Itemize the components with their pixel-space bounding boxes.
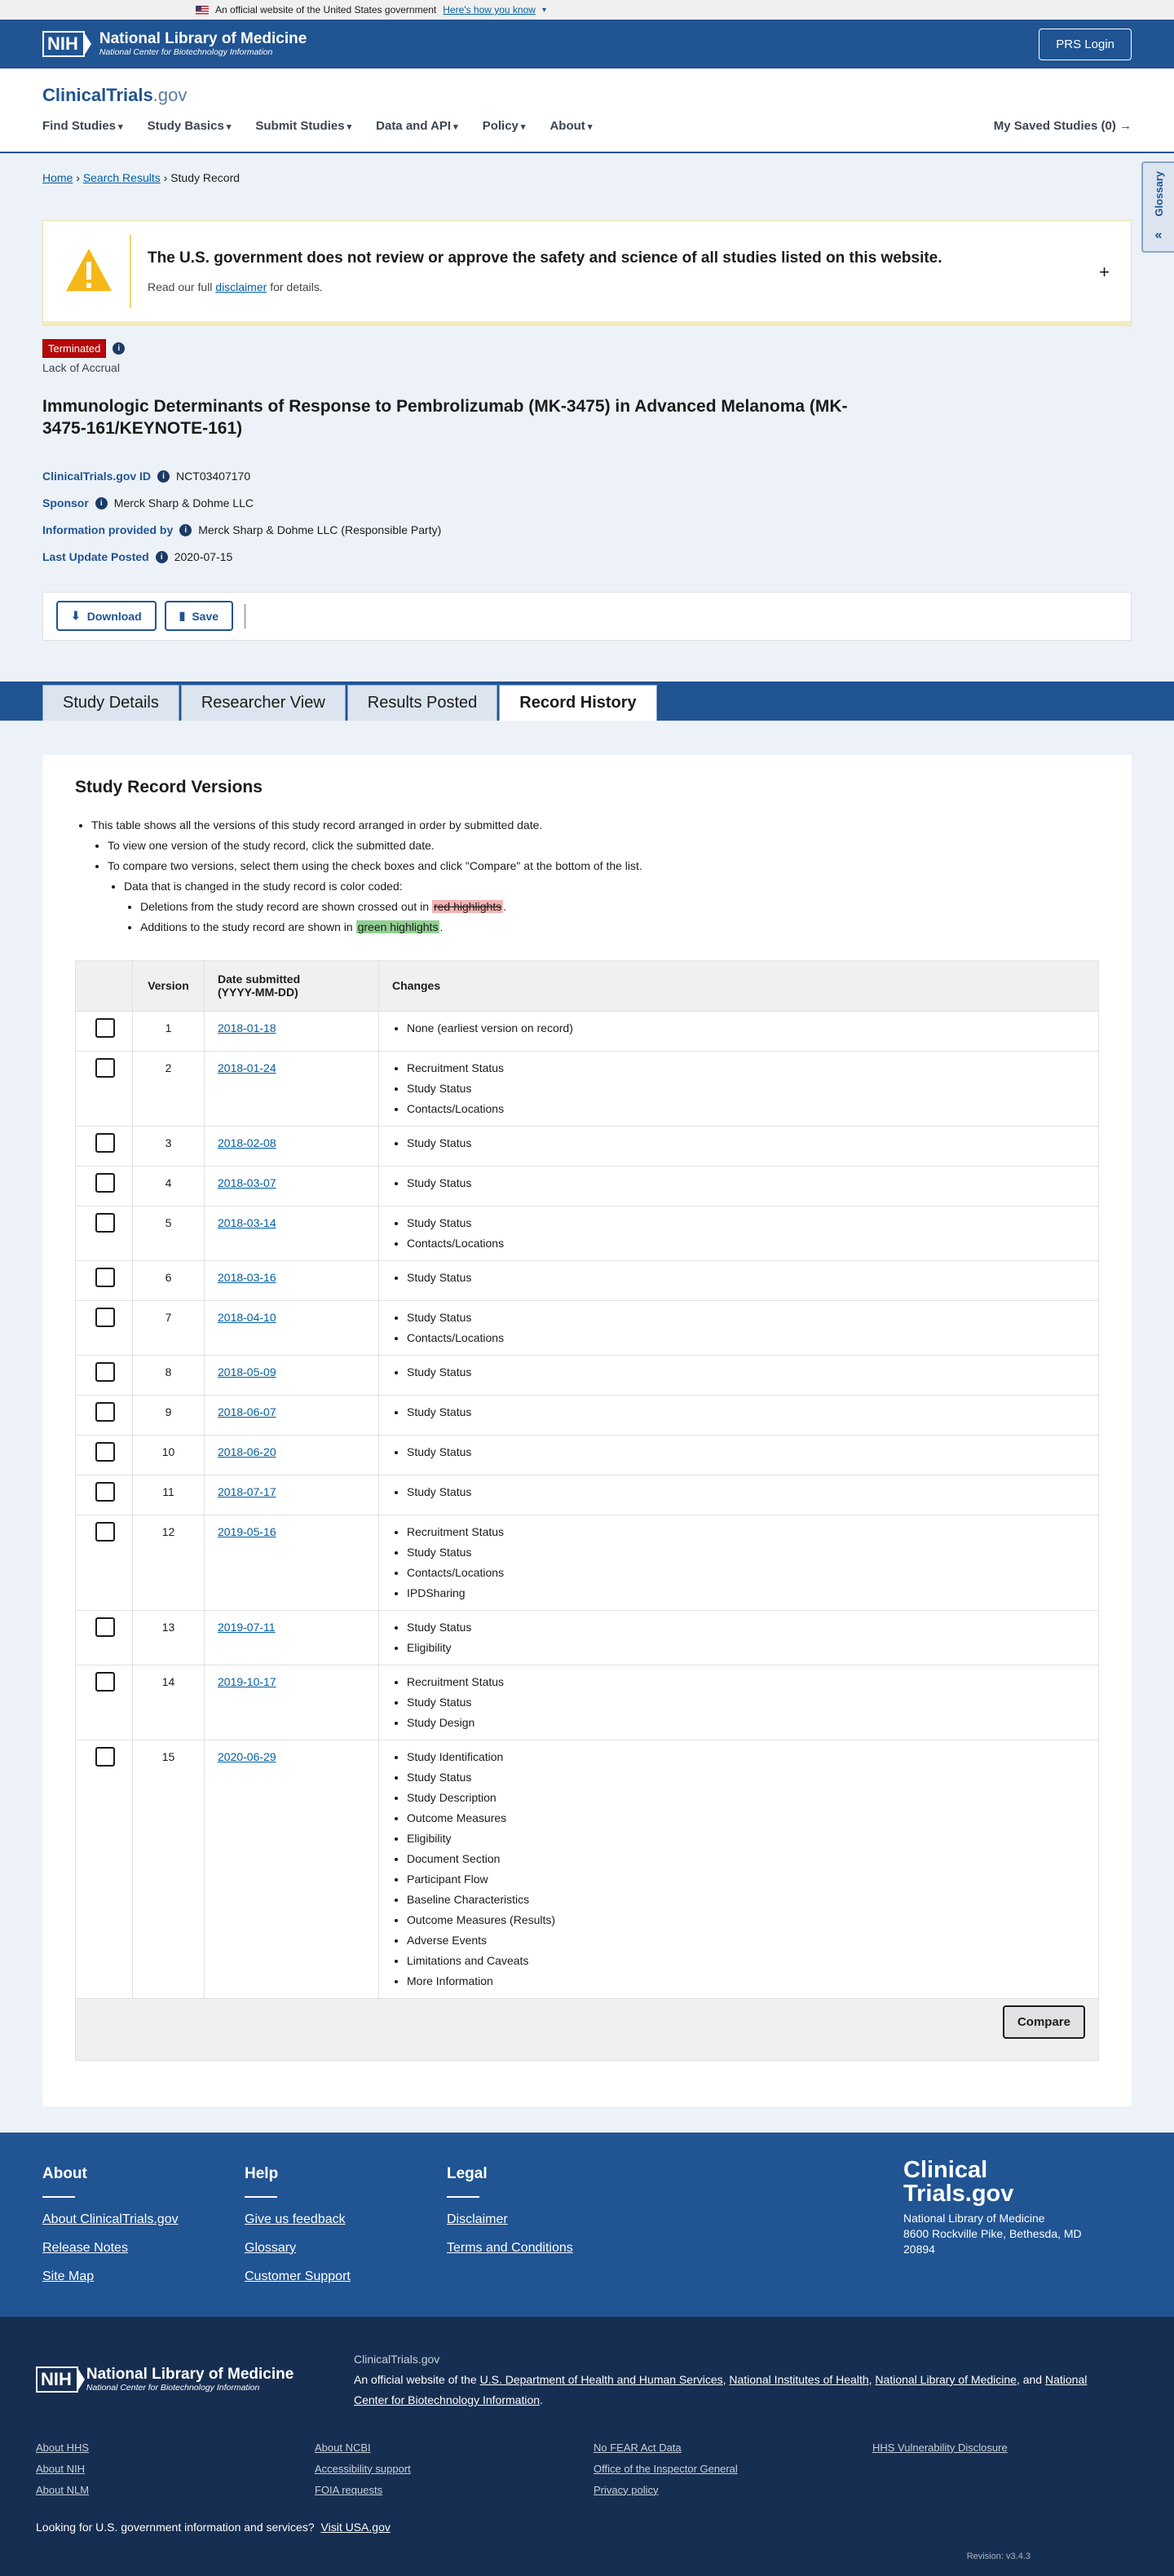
version-date-cell xyxy=(205,1300,379,1355)
save-label: Save xyxy=(192,609,219,623)
sponsor-label: Sponsor xyxy=(42,496,89,510)
save-button[interactable] xyxy=(165,601,233,631)
footer-rule xyxy=(42,2196,75,2198)
footer-bottom-link[interactable]: About NIH xyxy=(36,2462,85,2475)
version-row xyxy=(76,1355,1099,1395)
version-date-cell xyxy=(205,1610,379,1665)
col-date-line2: (YYYY-MM-DD) xyxy=(218,986,298,999)
version-checkbox[interactable] xyxy=(95,1522,115,1542)
version-number: 9 xyxy=(133,1395,205,1435)
menu-policy[interactable]: Policy ▾ xyxy=(483,119,526,133)
footer-brand xyxy=(903,2156,1082,2257)
version-checkbox-cell xyxy=(76,1300,133,1355)
menu-submit-studies[interactable]: Submit Studies ▾ xyxy=(255,119,351,133)
change-item: • Eligibility xyxy=(407,1828,1085,1849)
provided-by-value: Merck Sharp & Dohme LLC (Responsible Party) xyxy=(198,523,442,537)
instruction-item: • Additions to the study record are shown in green highlights . xyxy=(140,917,1099,937)
version-changes-cell xyxy=(379,1395,1099,1435)
change-item: • Study Status xyxy=(407,1308,1085,1328)
menu-study-basics[interactable]: Study Basics ▾ xyxy=(148,119,232,133)
version-date-cell xyxy=(205,1011,379,1051)
version-date-link[interactable]: 2018-01-18 xyxy=(218,1021,276,1034)
version-date-cell xyxy=(205,1515,379,1610)
glossary-tab-label: Glossary xyxy=(1152,171,1165,217)
versions-table xyxy=(75,960,1099,2061)
version-date-cell xyxy=(205,1355,379,1395)
arrow-right-icon: → xyxy=(1119,119,1132,133)
site-logo-main: ClinicalTrials xyxy=(42,85,153,105)
footer-about xyxy=(42,2165,245,2317)
change-item: • Study Status xyxy=(407,1617,1085,1638)
version-date-cell xyxy=(205,1260,379,1300)
disclaimer-link[interactable]: disclaimer xyxy=(215,280,267,293)
versions-body xyxy=(76,1011,1099,1998)
official-pre: An official website of the xyxy=(354,2372,477,2386)
info-icon[interactable]: i xyxy=(156,551,168,563)
footer-site-name: ClinicalTrials.gov xyxy=(354,2352,440,2366)
change-item: • Study Status xyxy=(407,1173,1085,1193)
change-item: • IPDSharing xyxy=(407,1583,1085,1603)
footer-legal xyxy=(447,2165,649,2317)
change-item: • Outcome Measures xyxy=(407,1808,1085,1828)
footer-link[interactable]: Site Map xyxy=(42,2269,95,2283)
version-date-link[interactable]: 2018-02-08 xyxy=(218,1136,276,1149)
ncbi-subtitle: National Center for Biotechnology Information xyxy=(99,46,273,57)
version-date-link[interactable]: 2018-01-24 xyxy=(218,1061,276,1074)
footer-link[interactable]: Disclaimer xyxy=(447,2212,508,2226)
versions-instructions xyxy=(75,815,1099,937)
version-date-link[interactable]: 2018-03-14 xyxy=(218,1215,276,1229)
disclaimer-pre: Read our full xyxy=(148,280,213,293)
footer-logo-line1: Clinical xyxy=(903,2156,988,2183)
version-checkbox[interactable] xyxy=(95,1747,115,1767)
version-checkbox-cell xyxy=(76,1166,133,1206)
version-changes-cell xyxy=(379,1206,1099,1260)
nlm-logo[interactable] xyxy=(42,31,307,57)
version-checkbox-cell xyxy=(76,1435,133,1475)
version-checkbox[interactable] xyxy=(95,1308,115,1327)
version-number: 12 xyxy=(133,1515,205,1610)
version-checkbox[interactable] xyxy=(95,1268,115,1287)
study-title: Immunologic Determinants of Response to Pembrolizumab (MK-3475) in Advanced Melanoma (MK-3475-161/KEYNOTE-161) xyxy=(42,397,848,439)
version-changes-cell xyxy=(379,1011,1099,1051)
version-number: 10 xyxy=(133,1435,205,1475)
version-date-link[interactable]: 2018-05-09 xyxy=(218,1365,276,1378)
versions-heading: Study Record Versions xyxy=(75,777,263,796)
compare-row xyxy=(76,1998,1099,2060)
status-row xyxy=(42,339,1132,358)
additions-text: Additions to the study record are shown in xyxy=(140,920,353,933)
change-item: • Recruitment Status xyxy=(407,1058,1085,1078)
warning-icon xyxy=(64,247,113,296)
footer-bottom-link[interactable]: HHS Vulnerability Disclosure xyxy=(872,2441,1008,2454)
footer-bottom-link[interactable]: No FEAR Act Data xyxy=(594,2441,682,2454)
version-date-link[interactable]: 2018-07-17 xyxy=(218,1484,276,1498)
version-checkbox-cell xyxy=(76,1355,133,1395)
version-number: 7 xyxy=(133,1300,205,1355)
version-date-cell xyxy=(205,1166,379,1206)
version-checkbox-cell xyxy=(76,1011,133,1051)
version-row xyxy=(76,1475,1099,1515)
col-date-line1: Date submitted xyxy=(218,973,301,986)
disclaimer-alert xyxy=(42,220,1132,326)
version-number: 6 xyxy=(133,1260,205,1300)
change-item: • Study Status xyxy=(407,1692,1085,1713)
heres-how-you-know-link[interactable]: Here's how you know xyxy=(443,4,536,15)
footer-nlm-logo[interactable] xyxy=(36,2349,321,2411)
change-item: • Limitations and Caveats xyxy=(407,1951,1085,1971)
version-row xyxy=(76,1051,1099,1126)
version-checkbox[interactable] xyxy=(95,1617,115,1637)
version-checkbox[interactable] xyxy=(95,1362,115,1382)
double-chevron-left-icon: « xyxy=(1154,228,1163,242)
version-changes-cell xyxy=(379,1051,1099,1126)
change-item: • Eligibility xyxy=(407,1638,1085,1658)
change-item: • Study Status xyxy=(407,1078,1085,1099)
version-changes-cell xyxy=(379,1300,1099,1355)
red-highlight-sample: red highlights xyxy=(433,899,502,913)
footer-bottom-link[interactable]: Accessibility support xyxy=(315,2462,411,2475)
version-row xyxy=(76,1435,1099,1475)
status-reason: Lack of Accrual xyxy=(42,361,120,374)
gov-banner xyxy=(0,0,1174,20)
footer-legal-links xyxy=(36,2441,1138,2496)
nct-id-label: ClinicalTrials.gov ID xyxy=(42,470,152,483)
footer-rule xyxy=(447,2196,479,2198)
chevron-down-icon: ▾ xyxy=(541,5,546,15)
info-icon[interactable]: i xyxy=(95,497,108,509)
version-checkbox[interactable] xyxy=(95,1402,115,1422)
footer-bottom-link[interactable]: About NLM xyxy=(36,2483,90,2496)
tab-researcher-view[interactable]: Researcher View xyxy=(181,685,346,721)
address-line: 8600 Rockville Pike, Bethesda, MD xyxy=(903,2226,1082,2240)
version-row xyxy=(76,1665,1099,1740)
version-changes-cell xyxy=(379,1665,1099,1740)
nih-logo-mark: NIH xyxy=(42,31,85,57)
change-item: • Recruitment Status xyxy=(407,1522,1085,1542)
disclaimer-text xyxy=(148,280,942,293)
col-changes: Changes xyxy=(379,960,1099,1011)
version-checkbox[interactable] xyxy=(95,1482,115,1502)
site-logo[interactable] xyxy=(42,85,187,106)
change-item: • Contacts/Locations xyxy=(407,1563,1085,1583)
version-checkbox-cell xyxy=(76,1665,133,1740)
col-version: Version xyxy=(133,960,205,1011)
download-button[interactable] xyxy=(56,601,157,631)
version-number: 13 xyxy=(133,1610,205,1665)
version-date-link[interactable]: 2019-05-16 xyxy=(218,1524,276,1538)
version-changes-cell xyxy=(379,1355,1099,1395)
bookmark-icon: ▮ xyxy=(179,609,186,623)
footer-help-heading: Help xyxy=(245,2164,279,2182)
study-actions xyxy=(42,592,1132,641)
change-item: • None (earliest version on record) xyxy=(407,1018,1085,1039)
version-number: 8 xyxy=(133,1355,205,1395)
info-icon[interactable]: i xyxy=(157,470,170,483)
change-item: • Baseline Characteristics xyxy=(407,1890,1085,1910)
version-date-cell xyxy=(205,1740,379,1998)
version-changes-cell xyxy=(379,1515,1099,1610)
version-changes-cell xyxy=(379,1475,1099,1515)
version-date-cell xyxy=(205,1126,379,1166)
change-item: • Study Status xyxy=(407,1542,1085,1563)
instruction-item: • Deletions from the study record are shown crossed out in red highlights . xyxy=(140,897,1099,917)
version-changes-cell xyxy=(379,1435,1099,1475)
footer-link[interactable]: About ClinicalTrials.gov xyxy=(42,2212,179,2226)
version-row xyxy=(76,1300,1099,1355)
change-item: • Study Status xyxy=(407,1268,1085,1288)
version-checkbox-cell xyxy=(76,1475,133,1515)
disclaimer-heading: The U.S. government does not review or approve the safety and science of all studies listed on this website. xyxy=(148,249,942,267)
breadcrumb-search-results[interactable]: Search Results xyxy=(82,171,161,184)
deletions-text: Deletions from the study record are shown crossed out in xyxy=(140,899,430,913)
study-tabs xyxy=(0,681,1174,721)
saved-studies-label: My Saved Studies (0) xyxy=(993,119,1116,133)
nlm-link[interactable]: National Library of Medicine xyxy=(875,2372,1017,2386)
change-item: • Study Identification xyxy=(407,1747,1085,1767)
version-row xyxy=(76,1206,1099,1260)
version-date-link[interactable]: 2018-04-10 xyxy=(218,1310,276,1324)
version-number: 15 xyxy=(133,1740,205,1998)
version-checkbox[interactable] xyxy=(95,1672,115,1692)
version-date-cell xyxy=(205,1475,379,1515)
tab-study-details[interactable]: Study Details xyxy=(42,685,179,721)
change-item: • Study Status xyxy=(407,1133,1085,1153)
footer-logo[interactable] xyxy=(903,2156,1082,2207)
version-changes-cell xyxy=(379,1610,1099,1665)
version-row xyxy=(76,1515,1099,1610)
hhs-link[interactable]: U.S. Department of Health and Human Services xyxy=(479,2372,723,2386)
version-row xyxy=(76,1126,1099,1166)
usa-gov-line xyxy=(36,2521,1138,2534)
version-number: 4 xyxy=(133,1166,205,1206)
version-changes-cell xyxy=(379,1740,1099,1998)
version-row xyxy=(76,1166,1099,1206)
footer-bottom-link[interactable]: Office of the Inspector General xyxy=(594,2462,738,2475)
us-flag-icon xyxy=(196,6,209,15)
change-item: • Participant Flow xyxy=(407,1869,1085,1890)
last-update-label: Last Update Posted xyxy=(42,550,149,564)
version-number: 14 xyxy=(133,1665,205,1740)
prs-login-button[interactable]: PRS Login xyxy=(1039,29,1132,60)
version-number: 1 xyxy=(133,1011,205,1051)
provided-by-label: Information provided by xyxy=(42,523,174,537)
nlm-footer xyxy=(0,2317,1174,2576)
version-date-cell xyxy=(205,1665,379,1740)
main-menu xyxy=(42,119,592,133)
download-icon: ⬇ xyxy=(71,609,81,623)
version-date-link[interactable]: 2018-06-07 xyxy=(218,1405,276,1418)
usa-gov-link[interactable]: Visit USA.gov xyxy=(320,2520,391,2534)
version-date-link[interactable]: 2019-07-11 xyxy=(218,1620,276,1634)
version-changes-cell xyxy=(379,1166,1099,1206)
instruction-item: • This table shows all the versions of this study record arranged in order by submitted date. xyxy=(91,815,1099,836)
ncbi-subtitle: National Center for Biotechnology Information xyxy=(86,2382,260,2393)
nlm-title: National Library of Medicine xyxy=(86,2365,294,2383)
info-icon[interactable]: i xyxy=(179,524,192,536)
change-item: • Document Section xyxy=(407,1849,1085,1869)
official-website-text: ClinicalTrials.gov An official website of the U.S. Department of Health and Human Services, National Institutes of Health, National Library of Medicine, and National Center for Biotechnology Information. xyxy=(354,2349,1096,2411)
version-checkbox-cell xyxy=(76,1395,133,1435)
alert-divider xyxy=(130,235,131,308)
usa-pre: Looking for U.S. government information and services? xyxy=(36,2520,315,2534)
version-checkbox-cell xyxy=(76,1515,133,1610)
version-checkbox-cell xyxy=(76,1740,133,1998)
site-logo-suffix: .gov xyxy=(152,85,188,105)
nih-logo-mark: NIH xyxy=(36,2366,78,2393)
gov-banner-text: An official website of the United States government xyxy=(215,4,437,15)
version-row xyxy=(76,1740,1099,1998)
version-row xyxy=(76,1011,1099,1051)
version-date-cell xyxy=(205,1435,379,1475)
menu-find-studies[interactable]: Find Studies ▾ xyxy=(42,119,123,133)
version-row xyxy=(76,1395,1099,1435)
version-checkbox[interactable] xyxy=(95,1058,115,1078)
version-checkbox-cell xyxy=(76,1206,133,1260)
footer-bottom-link[interactable]: About NCBI xyxy=(315,2441,371,2454)
site-footer xyxy=(0,2133,1174,2317)
my-saved-studies-link[interactable] xyxy=(994,119,1132,133)
footer-legal-heading: Legal xyxy=(447,2164,488,2182)
version-checkbox[interactable] xyxy=(95,1442,115,1462)
info-icon[interactable]: i xyxy=(113,342,125,355)
change-item: • Recruitment Status xyxy=(407,1672,1085,1692)
footer-link[interactable]: Glossary xyxy=(245,2240,297,2255)
footer-link[interactable]: Release Notes xyxy=(42,2240,128,2255)
instruction-item: • To view one version of the study record, click the submitted date. xyxy=(108,836,1099,856)
version-row xyxy=(76,1610,1099,1665)
version-date-link[interactable]: 2020-06-29 xyxy=(218,1749,276,1763)
change-item: • Study Status xyxy=(407,1213,1085,1233)
footer-about-heading: About xyxy=(42,2164,87,2182)
address-line: National Library of Medicine xyxy=(903,2211,1045,2225)
change-item: • Study Status xyxy=(407,1362,1085,1383)
ncbi-link[interactable]: National Center for Biotechnology Information xyxy=(354,2372,1088,2406)
version-checkbox-cell xyxy=(76,1126,133,1166)
footer-link[interactable]: Terms and Conditions xyxy=(447,2240,573,2255)
change-item: • Study Status xyxy=(407,1402,1085,1423)
change-item: • Study Description xyxy=(407,1788,1085,1808)
tab-results-posted[interactable]: Results Posted xyxy=(347,685,498,721)
breadcrumb-separator: › xyxy=(163,171,171,184)
nih-link[interactable]: National Institutes of Health xyxy=(729,2372,869,2386)
change-item: • Contacts/Locations xyxy=(407,1233,1085,1254)
version-checkbox[interactable] xyxy=(95,1133,115,1153)
menu-data-and-api[interactable]: Data and API ▾ xyxy=(376,119,458,133)
change-item: • Outcome Measures (Results) xyxy=(407,1910,1085,1930)
footer-help xyxy=(245,2165,447,2317)
version-number: 11 xyxy=(133,1475,205,1515)
change-item: • More Information xyxy=(407,1971,1085,1992)
empty-cell xyxy=(872,2463,1151,2475)
change-item: • Study Status xyxy=(407,1482,1085,1502)
nih-header xyxy=(0,20,1174,68)
instruction-item: • Data that is changed in the study record is color coded: xyxy=(124,876,1099,897)
breadcrumb-home[interactable]: Home xyxy=(42,171,73,184)
nct-id-value: NCT03407170 xyxy=(176,470,251,483)
footer-bottom-link[interactable]: Privacy policy xyxy=(594,2483,659,2496)
tab-record-history[interactable]: Record History xyxy=(499,685,656,721)
version-checkbox[interactable] xyxy=(95,1173,115,1193)
breadcrumb-separator: › xyxy=(76,171,83,184)
disclaimer-post: for details. xyxy=(270,280,323,293)
revision-text: Revision: v3.4.3 xyxy=(966,2551,1031,2561)
footer-rule xyxy=(245,2196,277,2198)
menu-about[interactable]: About ▾ xyxy=(549,119,592,133)
breadcrumb-current: Study Record xyxy=(170,171,241,184)
version-checkbox-cell xyxy=(76,1610,133,1665)
study-meta xyxy=(42,463,1132,571)
footer-link[interactable]: Customer Support xyxy=(245,2269,351,2283)
footer-address xyxy=(903,2211,1082,2257)
change-item: • Study Status xyxy=(407,1442,1085,1462)
nlm-title: National Library of Medicine xyxy=(99,29,307,47)
version-date-link[interactable]: 2018-03-07 xyxy=(218,1176,276,1189)
footer-bottom-link[interactable]: About HHS xyxy=(36,2441,90,2454)
footer-bottom-link[interactable]: FOIA requests xyxy=(315,2483,383,2496)
version-date-link[interactable]: 2018-06-20 xyxy=(218,1445,276,1458)
version-date-cell xyxy=(205,1206,379,1260)
version-changes-cell xyxy=(379,1126,1099,1166)
download-label: Download xyxy=(86,609,142,623)
version-date-link[interactable]: 2019-10-17 xyxy=(218,1674,276,1688)
site-nav xyxy=(0,68,1174,153)
change-item: • Adverse Events xyxy=(407,1930,1085,1951)
version-date-link[interactable]: 2018-03-16 xyxy=(218,1270,276,1284)
change-item: • Contacts/Locations xyxy=(407,1328,1085,1348)
version-checkbox[interactable] xyxy=(95,1018,115,1038)
compare-button[interactable]: Compare xyxy=(1003,2005,1085,2039)
change-item: • Contacts/Locations xyxy=(407,1099,1085,1119)
status-badge: Terminated xyxy=(42,339,106,358)
instruction-item: • To compare two versions, select them using the check boxes and click "Compare" at the bottom of the list. xyxy=(108,856,1099,876)
version-changes-cell xyxy=(379,1260,1099,1300)
change-item: • Study Design xyxy=(407,1713,1085,1733)
record-versions-panel xyxy=(42,755,1132,2106)
version-date-cell xyxy=(205,1395,379,1435)
col-checkbox xyxy=(76,960,133,1011)
footer-link[interactable]: Give us feedback xyxy=(245,2212,346,2226)
sponsor-value: Merck Sharp & Dohme LLC xyxy=(113,496,254,510)
green-highlight-sample: green highlights xyxy=(357,920,439,933)
version-checkbox[interactable] xyxy=(95,1213,115,1233)
address-line: 20894 xyxy=(903,2242,935,2256)
version-number: 3 xyxy=(133,1126,205,1166)
version-checkbox-cell xyxy=(76,1051,133,1126)
version-checkbox-cell xyxy=(76,1260,133,1300)
version-row xyxy=(76,1260,1099,1300)
empty-cell xyxy=(872,2484,1151,2496)
version-number: 5 xyxy=(133,1206,205,1260)
version-date-cell xyxy=(205,1051,379,1126)
last-update-value: 2020-07-15 xyxy=(174,550,233,564)
footer-logo-line2: Trials.gov xyxy=(903,2180,1014,2207)
col-date xyxy=(205,960,379,1011)
expand-plus-icon[interactable]: + xyxy=(1099,262,1110,282)
breadcrumb xyxy=(42,153,1132,184)
version-number: 2 xyxy=(133,1051,205,1126)
official-and: and xyxy=(1022,2372,1043,2386)
change-item: • Study Status xyxy=(407,1767,1085,1788)
